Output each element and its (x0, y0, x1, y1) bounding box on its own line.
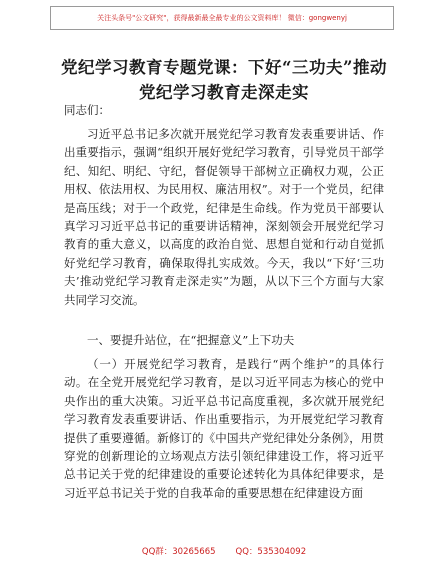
header-notice: 关注头条号"公文研究"，获得最新最全最专业的公文资料库！ 微信：gongwenyj (97, 14, 347, 22)
footer-contact (0, 545, 448, 557)
footer-qq: QQ：535304092 (235, 547, 307, 557)
document-title-line1: 党纪学习教育专题党课：下好“三功夫”推动 (61, 58, 387, 77)
body-paragraph-2: （一）开展党纪学习教育，是践行“两个维护”的具体行动。在全党开展党纪学习教育，是以习近平同志为核心的党中央作出的重大决策。习近平总书记高度重视，多次就开展党纪学习教育发表重要讲话、作出重要指示，为开展党纪学习教育提供了重要遵循。新修订的《中国共产党纪律处分条例》，用贯穿党的创新理论的立场观点方法引领纪律建设工作，将习近平总书记关于党的纪律建设的重要论述转化为具体纪律要求，是习近平总书记关于党的自我革命的重要思想在纪律建设方面 (64, 357, 384, 500)
salutation: 同志们： (64, 103, 110, 117)
document-title-line2: 党纪学习教育走深走实 (139, 83, 309, 102)
footer-qq-group: QQ群：30265665 (141, 547, 216, 557)
header-notice-box (50, 6, 394, 30)
section-heading-1: 一、要提升站位，在“把握意义”上下功夫 (87, 333, 295, 347)
body-paragraph-1: 习近平总书记多次就开展党纪学习教育发表重要讲话、作出重要指示，强调“组织开展好党纪学习教育，引导党员干部学纪、知纪、明纪、守纪，督促领导干部树立正确权力观，公正用权、依法用权、为民用权、廉洁用权”。对于一个党员，纪律是高压线；对于一个政党，纪律是生命线。作为党员干部要认真学习习近平总书记的重要讲话精神，深刻领会开展党纪学习教育的重大意义，以高度的政治自觉、思想自觉和行动自觉抓好党纪学习教育，确保取得扎实成效。今天，我以“下好‘三功夫’推动党纪学习教育走深走实”为题，从以下三个方面与大家共同学习交流。 (64, 127, 384, 307)
